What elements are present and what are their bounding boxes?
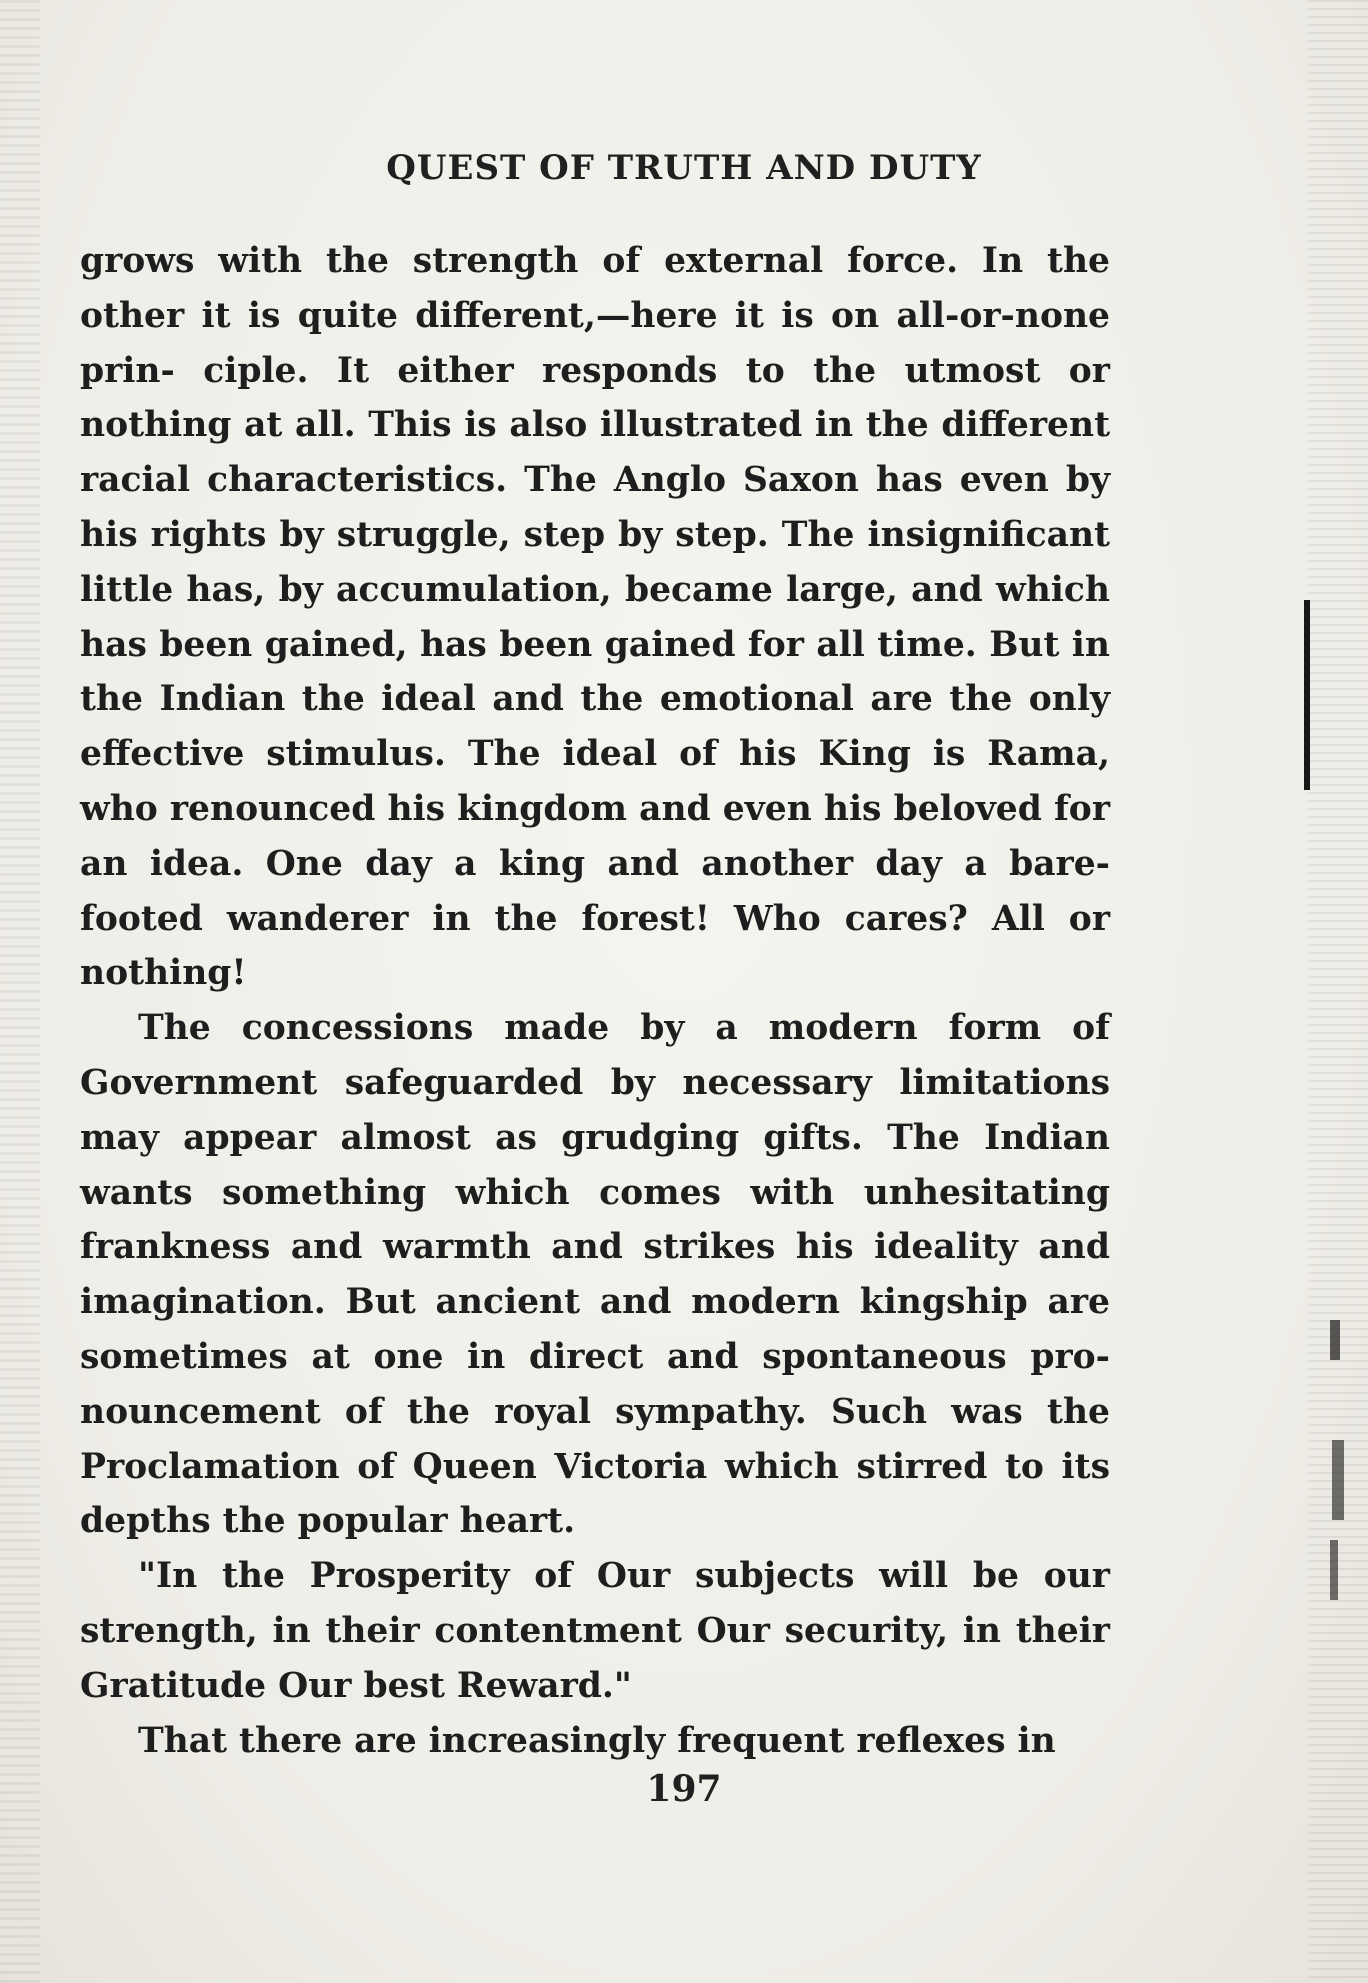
paragraph-continued: grows with the strength of external force. In the other it is quite different,—here it is on all-or-none prin- ciple. It either responds to the utmost or nothing at all. This is also illustrated in the different racial characteristics. The Anglo Saxon has even by his rights by struggle, step by step. The insignificant little has, by accumulation, became large, and which has been gained, has been gained for all time. But in the Indian the ideal and the emotional are the only effective stimulus. The ideal of his King is Rama, who renounced his kingdom and even his beloved for an idea. One day a king and another day a bare-footed wanderer in the forest! Who cares? All or nothing! xyxy=(80,241,1110,994)
scan-edge-right xyxy=(1308,0,1368,1983)
body-text xyxy=(80,234,1110,1768)
paragraph: The concessions made by a modern form of Government safeguarded by necessary limitations may appear almost as grudging gifts. The Indian wants something which comes with unhesitating frankness and warmth and strikes his ideality and imagination. But ancient and modern kingship are sometimes at one in direct and spontaneous pro- nouncement of the royal sympathy. Such was the Proclamation of Queen Victoria which stirred to its depths the popular heart. xyxy=(80,1008,1110,1542)
scan-margin-mark xyxy=(1330,1540,1338,1600)
page-number: 197 xyxy=(646,1768,722,1810)
scan-margin-mark xyxy=(1332,1440,1344,1520)
scan-margin-mark xyxy=(1304,600,1310,790)
scan-margin-mark xyxy=(1330,1320,1340,1360)
paragraph: That there are increasingly frequent reflexes in xyxy=(138,1720,1056,1761)
running-title: QUEST OF TRUTH AND DUTY xyxy=(386,148,982,188)
quotation-paragraph: "In the Prosperity of Our subjects will be our strength, in their contentment Our security, in their Gratitude Our best Reward." xyxy=(80,1556,1110,1706)
scan-edge-left xyxy=(0,0,40,1983)
